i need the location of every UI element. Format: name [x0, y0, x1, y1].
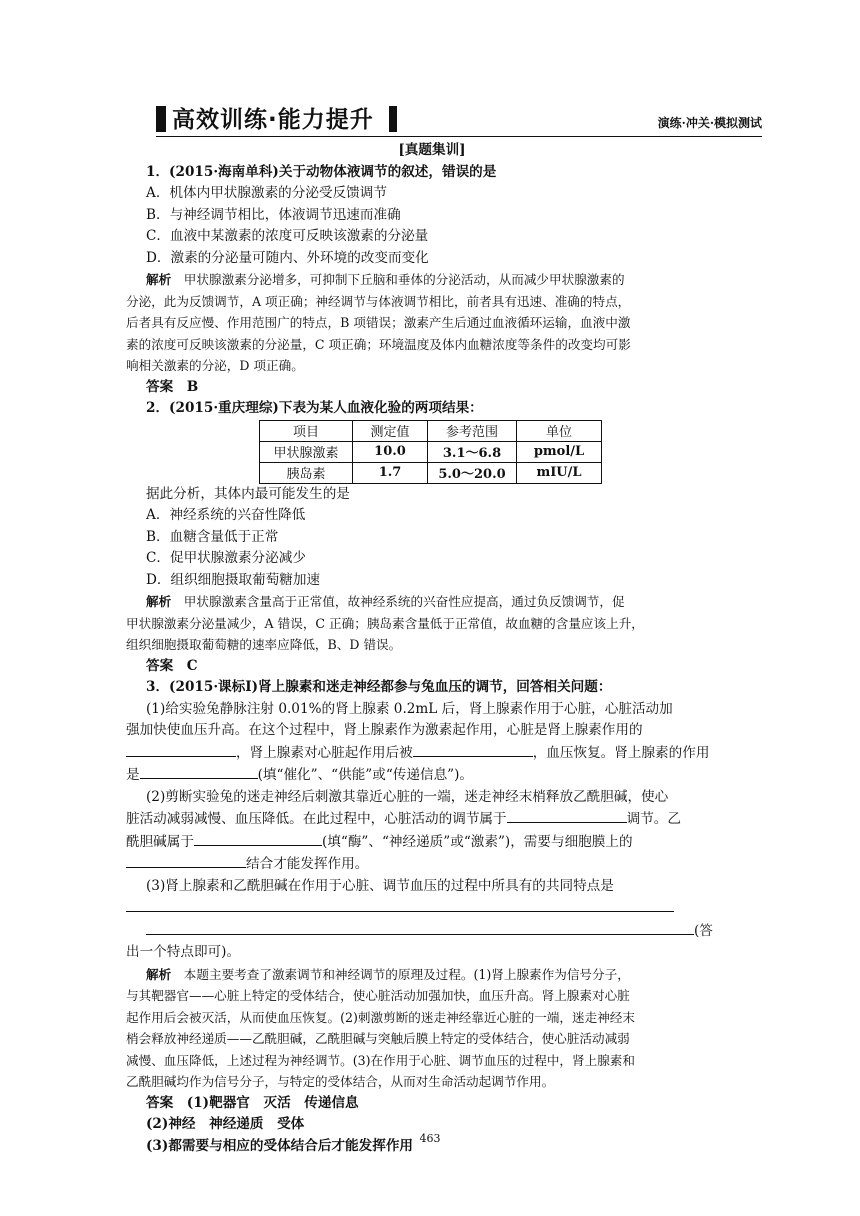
- section-title: [真题集训]: [398, 142, 466, 158]
- q1-option-a: A．机体内甲状腺激素的分泌受反馈调节: [146, 185, 387, 201]
- header-title: 高效训练·能力提升: [172, 107, 374, 133]
- q2-answer: [126, 656, 738, 678]
- q2-option-a: A．神经系统的兴奋性降低: [146, 507, 306, 523]
- q3-analysis-line: 梢会释放神经递质——乙酰胆碱，乙酰胆碱与突触后膜上特定的受体结合，使心脏活动减弱: [126, 1031, 630, 1046]
- q3-part2: 脏活动减弱减慢、血压降低。在此过程中，心脏活动的调节属于 调节。乙: [126, 808, 738, 831]
- table-cell: 甲状腺激素: [260, 441, 353, 462]
- blank-4: [507, 808, 627, 823]
- blank-1: [126, 742, 236, 757]
- q1-option-c: C．血液中某激素的浓度可反映该激素的分泌量: [146, 228, 429, 244]
- table-row: [260, 441, 602, 462]
- q1-answer: [126, 377, 738, 399]
- blank-5: [194, 831, 322, 846]
- q3-part1: 强加快使血压升高。在这个过程中，肾上腺素作为激素起作用，心脏是肾上腺素作用的: [126, 722, 643, 738]
- q2-answer-value: C: [186, 657, 198, 674]
- blank-6: [126, 853, 246, 868]
- q3-part1: ，肾上腺素对心脏起作用后被 ，血压恢复。肾上腺素的作用: [126, 742, 738, 765]
- q2-analysis-label: 解析: [146, 594, 172, 609]
- q3-answer-line: (2)神经 神经递质 受体: [146, 1116, 305, 1132]
- q3-analysis-line: 起作用后会被灭活，从而使血压恢复。(2)刺激剪断的迷走神经靠近心脏的一端，迷走神经末: [126, 1009, 635, 1025]
- lab-results-table: [259, 420, 602, 484]
- blank-3: [140, 764, 258, 779]
- page-number: 463: [419, 1132, 441, 1145]
- table-header: 测定值: [353, 420, 428, 441]
- content: [126, 140, 738, 1157]
- blank-8: [146, 920, 694, 935]
- q3-part3: [126, 897, 738, 920]
- q1-answer-label: 答案: [146, 378, 174, 395]
- table-header: 单位: [517, 420, 602, 441]
- q2-option-b: B．血糖含量低于正常: [146, 528, 279, 545]
- q3-part1: (1)给实验兔静脉注射 0.01%的肾上腺素 0.2mL 后，肾上腺素作用于心脏，心脏活动加: [146, 700, 673, 717]
- q1-analysis-line: 解析 甲状腺激素分泌增多，可抑制下丘脑和垂体的分泌活动，从而减少甲状腺激素的: [146, 272, 625, 287]
- blank-7: [126, 897, 674, 912]
- q3-analysis-label: 解析: [146, 966, 172, 982]
- section-header: [156, 104, 762, 138]
- q1-analysis-line: 素的浓度可反映该激素的分泌量，C 项正确；环境温度及体内血糖浓度等条件的改变均可影: [126, 336, 631, 352]
- q3-part2: 结合才能发挥作用。: [126, 853, 738, 876]
- q2-analysis-line: 解析 甲状腺激素含量高于正常值，故神经系统的兴奋性应提高，通过负反馈调节，促: [146, 594, 625, 609]
- q2-option-c: C．促甲状腺激素分泌减少: [146, 550, 306, 566]
- blank-2: [413, 742, 533, 757]
- q2-answer-label: 答案: [146, 657, 174, 674]
- header-rule: [156, 136, 762, 137]
- q3-part3: (3)肾上腺素和乙酰胆碱在作用于心脏、调节血压的过程中所具有的共同特点是: [146, 877, 614, 894]
- q2-analysis-line: 甲状腺激素分泌量减少，A 错误，C 正确；胰岛素含量低于正常值，故血糖的含量应该上升，: [126, 615, 644, 631]
- q3-analysis-line: 乙酰胆碱均作为信号分子，与特定的受体结合，从而对生命活动起调节作用。: [126, 1074, 555, 1089]
- q3-answer: 答案 (1)靶器官 灭活 传递信息: [146, 1094, 359, 1111]
- q1-stem: 1．(2015·海南单科)关于动物体液调节的叙述，错误的是: [146, 163, 497, 180]
- q3-part2: (2)剪断实验兔的迷走神经后刺激其靠近心脏的一端，迷走神经末梢释放乙酰胆碱，使心: [146, 788, 669, 805]
- table-cell: 3.1～6.8: [428, 441, 517, 462]
- table-row: [260, 462, 602, 483]
- q2-analysis-line: 组织细胞摄取葡萄糖的速率应降低，B、D 错误。: [126, 637, 402, 652]
- q1-analysis-label: 解析: [146, 272, 172, 287]
- q3-stem: 3．(2015·课标Ⅰ)肾上腺素和迷走神经都参与兔血压的调节，回答相关问题：: [146, 679, 612, 695]
- header-bar-left: [156, 106, 166, 132]
- q3-part3: 出一个特点即可)。: [126, 944, 241, 960]
- q2-stem: 2．(2015·重庆理综)下表为某人血液化验的两项结果：: [146, 400, 483, 416]
- table-cell: pmol/L: [517, 441, 602, 462]
- q3-part2: 酰胆碱属于 (填“酶”、“神经递质”或“激素”)，需要与细胞膜上的: [126, 831, 738, 854]
- header-subtitle: 演练·冲关·模拟测试: [657, 116, 762, 130]
- q3-part3: (答: [126, 920, 738, 943]
- table-header-row: [260, 420, 602, 441]
- table-header: 参考范围: [428, 420, 517, 441]
- q1-option-b: B．与神经调节相比，体液调节迅速而准确: [146, 206, 401, 223]
- q1-analysis-line: 后者具有反应慢、作用范围广的特点，B 项错误；激素产生后通过血液循环运输，血液中激: [126, 315, 631, 330]
- q3-part1: 是 (填“催化”、“供能”或“传递信息”)。: [126, 764, 738, 787]
- q3-analysis-line: 减慢、血压降低，上述过程为神经调节。(3)在作用于心脏、调节血压的过程中，肾上腺素和: [126, 1052, 635, 1068]
- table-header: 项目: [260, 420, 353, 441]
- header-bar-right: [389, 106, 397, 132]
- table-cell: 5.0～20.0: [428, 462, 517, 483]
- q1-analysis-line: 分泌，此为反馈调节，A 项正确；神经调节与体液调节相比，前者具有迅速、准确的特点，: [126, 293, 631, 309]
- q1-analysis-line: 响相关激素的分泌，D 项正确。: [126, 358, 304, 373]
- q3-analysis-line: 解析 本题主要考查了激素调节和神经调节的原理及过程。(1)肾上腺素作为信号分子，: [146, 966, 630, 982]
- q2-prompt: 据此分析，其体内最可能发生的是: [146, 485, 350, 502]
- table-cell: mIU/L: [517, 462, 602, 483]
- q1-option-d: D．激素的分泌量可随内、外环境的改变而变化: [146, 249, 429, 266]
- table-cell: 胰岛素: [260, 462, 353, 483]
- q1-answer-value: B: [186, 378, 199, 395]
- q3-analysis-line: 与其靶器官——心脏上特定的受体结合，使心脏活动加强加快，血压升高。肾上腺素对心脏: [126, 988, 630, 1003]
- q2-option-d: D．组织细胞摄取葡萄糖加速: [146, 571, 321, 588]
- table-cell: 10.0: [353, 441, 428, 462]
- q3-answer-label: 答案: [146, 1094, 174, 1111]
- table-cell: 1.7: [353, 462, 428, 483]
- q3-answer-line: (3)都需要与相应的受体结合后才能发挥作用: [146, 1137, 414, 1154]
